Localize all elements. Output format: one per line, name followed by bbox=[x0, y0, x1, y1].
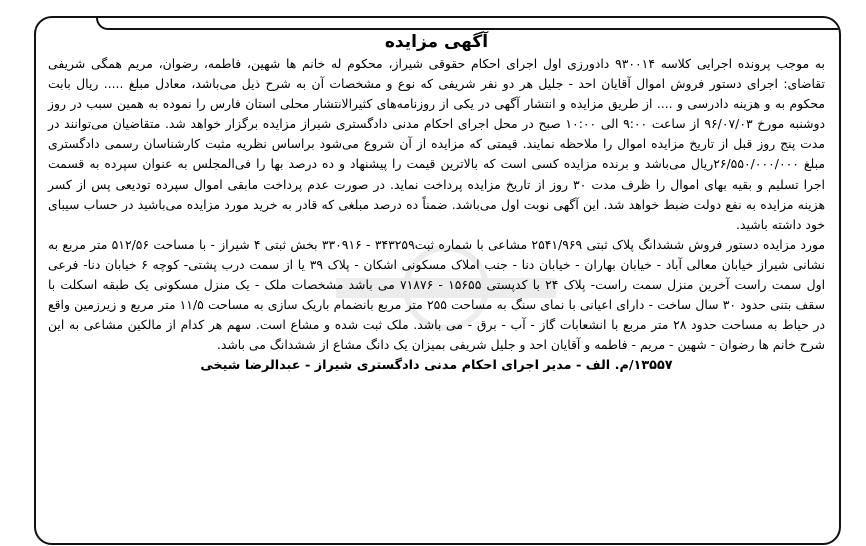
notice-signature: ۱۳۵۵۷/م. الف - مدیر اجرای احکام مدنی دادگستری شیراز - عبدالرضا شیخی bbox=[200, 358, 673, 374]
auction-notice bbox=[36, 18, 839, 383]
frame-top-decoration bbox=[96, 18, 841, 30]
notice-paragraph-terms: به موجب پرونده اجرایی کلاسه ۹۳۰۰۱۴ دادورزی اول اجرای احکام حقوقی شیراز، محکوم له خانم ها شهین، فاطمه، رضوان، مریم همگی شریفی تقاضای: اجرای دستور فروش اموال آقایان احد - جلیل هر دو نفر شریفی که نوع و مشخصات آن به شرح ذیل می‌باشد، معادل مبلغ ..... ریال بابت محکوم به و هزینه دادرسی و .... از طریق مزایده و انتشار آگهی در یکی از روزنامه‌های کثیرالانتشار محلی استان فارس را نموده به همین سبب در روز دوشنبه مورخ ۹۶/۰۷/۰۳ از ساعت ۹:۰۰ الی ۱۰:۰۰ صبح در محل اجرای احکام مدنی دادگستری شیراز مزایده برگزار خواهد شد. متقاضیان می‌توانند در مدت پنج روز قبل از تاریخ مزایده اموال را ملاحظه نمایند. قیمتی که مزایده از آن شروع می‌شود براساس نظریه مثبت کارشناسان رسمی دادگستری مبلغ ۲۶/۵۵۰/۰۰۰/۰۰۰ریال می‌باشد و برنده مزایده کسی است که بالاترین قیمت را پیشنهاد و ده درصد بها را فی‌المجلس به عنوان سپرده به قسمت اجرا تسلیم و بقیه بهای اموال را ظرف مدت ۳۰ روز از تاریخ مزایده پرداخت نماید. در صورت عدم پرداخت مابقی اموال سپرده تودیعی پس از کسر هزینه مزایده به نفع دولت ضبط خواهد شد. این آگهی نوبت اول می‌باشد. ضمناً ده درصد مبلغی که قادر به خرید مورد مزایده می‌باشید در حساب سیبای خود داشته باشید. bbox=[48, 56, 826, 232]
notice-paragraph-property: مورد مزایده دستور فروش ششدانگ پلاک ثبتی ۲۵۴۱/۹۶۹ مشاعی با شماره ثبت۳۴۳۲۵۹ - ۳۳۰۹۱۶ بخش ثبتی ۴ شیراز - با مساحت ۵۱۲/۵۶ متر مربع به نشانی شیراز خیابان معالی آباد - خیابان بهاران - خیابان دنا - جنب املاک مسکونی اشکان - پلاک ۳۹ یا از سمت درب پشتی- کوچه ۶ خیابان دنا- فرعی اول سمت راست آخرین منزل سمت راست- پلاک ۲۴ با کدپستی ۱۵۶۵۵ - ۷۱۸۷۶ می باشد مشخصات ملک - یک منزل مسکونی یک طبقه اسکلت با سقف بتنی حدود ۳۰ سال ساخت - دارای اعیانی با نمای سنگ به مساحت ۲۵۵ متر مربع بانضمام باریک سازی به مساحت ۱۱/۵ متر مربع و زیرزمین واقع در حیاط به مساحت حدود ۲۸ متر مربع با انشعابات گاز - آب - برق - می باشد. ملک ثبت شده و مشاع است. سهم هر کدام از مالکین مشاعی به این شرح خانم ها رضوان - شهین - مریم - فاطمه و آقایان احد و جلیل شریفی بمیزان یک دانگ مشاع از ششدانگ می باشد. bbox=[48, 236, 826, 353]
notice-title: آگهی مزایده bbox=[384, 32, 489, 52]
notice-frame bbox=[34, 16, 841, 545]
